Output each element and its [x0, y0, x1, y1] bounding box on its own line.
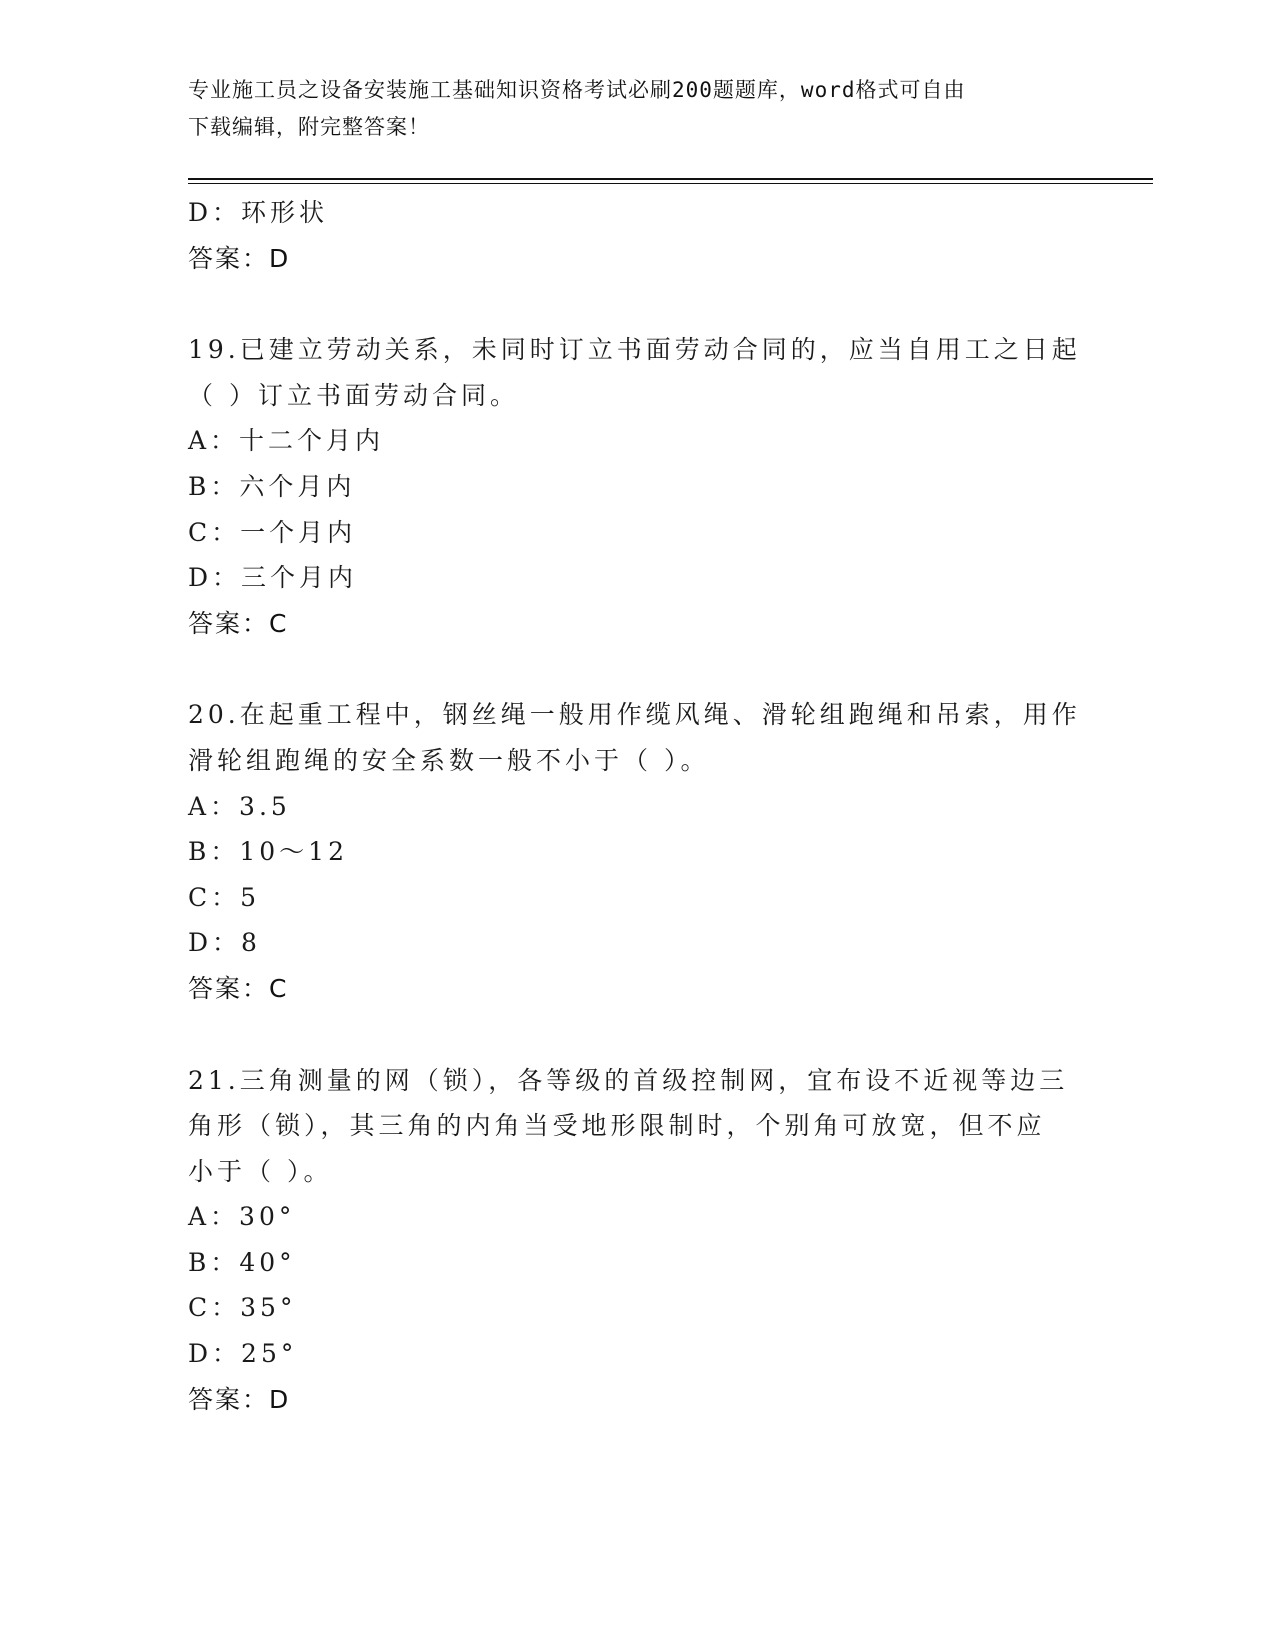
option-b: B：40°	[188, 1247, 296, 1277]
question-stem-line: 19.已建立劳动关系，未同时订立书面劳动合同的，应当自用工之日起	[188, 335, 1081, 365]
option-a: A：十二个月内	[188, 426, 385, 456]
answer-line: 答案：C	[188, 608, 289, 638]
question-stem-line: 20.在起重工程中，钢丝绳一般用作缆风绳、滑轮组跑绳和吊索，用作	[188, 700, 1081, 730]
header-divider-thin	[188, 183, 1153, 184]
question-stem-line: （ ）订立书面劳动合同。	[188, 380, 519, 410]
option-d: D：8	[188, 928, 261, 958]
answer-line: 答案：D	[188, 243, 291, 273]
question-stem-line: 21.三角测量的网（锁），各等级的首级控制网，宜布设不近视等边三	[188, 1065, 1069, 1095]
spacer	[188, 1012, 1088, 1058]
question-21	[188, 1058, 1088, 1423]
question-stem-line: 角形（锁），其三角的内角当受地形限制时，个别角可放宽，但不应	[188, 1111, 1046, 1141]
header-line-2: 下载编辑，附完整答案！	[188, 115, 430, 139]
option-c: C：5	[188, 882, 261, 912]
spacer	[188, 281, 1088, 327]
answer-line: 答案：C	[188, 973, 289, 1003]
question-stem-line: 小于（ ）。	[188, 1156, 333, 1186]
question-20	[188, 692, 1088, 1011]
header-line-1: 专业施工员之设备安装施工基础知识资格考试必刷200题题库，word格式可自由	[188, 78, 966, 102]
header-divider-thick	[188, 178, 1153, 180]
question-19	[188, 327, 1088, 646]
question-stem	[188, 327, 1088, 418]
answer-line: 答案：D	[188, 1384, 291, 1414]
question-list	[188, 190, 1088, 1422]
option-a: A：3.5	[188, 791, 291, 821]
option-a: A：30°	[188, 1202, 296, 1232]
option-d: D：25°	[188, 1339, 298, 1369]
document-header	[188, 72, 1068, 146]
option-b: B：10～12	[188, 837, 348, 867]
option-b: B：六个月内	[188, 471, 356, 501]
spacer	[188, 646, 1088, 692]
option-c: C：一个月内	[188, 517, 357, 547]
question-stem-line: 滑轮组跑绳的安全系数一般不小于（ ）。	[188, 745, 710, 775]
option-d: D：环形状	[188, 198, 329, 227]
continued-question	[188, 190, 1088, 281]
question-stem	[188, 1058, 1088, 1195]
option-d: D：三个月内	[188, 563, 358, 593]
option-c: C：35°	[188, 1293, 297, 1323]
question-stem	[188, 692, 1088, 783]
